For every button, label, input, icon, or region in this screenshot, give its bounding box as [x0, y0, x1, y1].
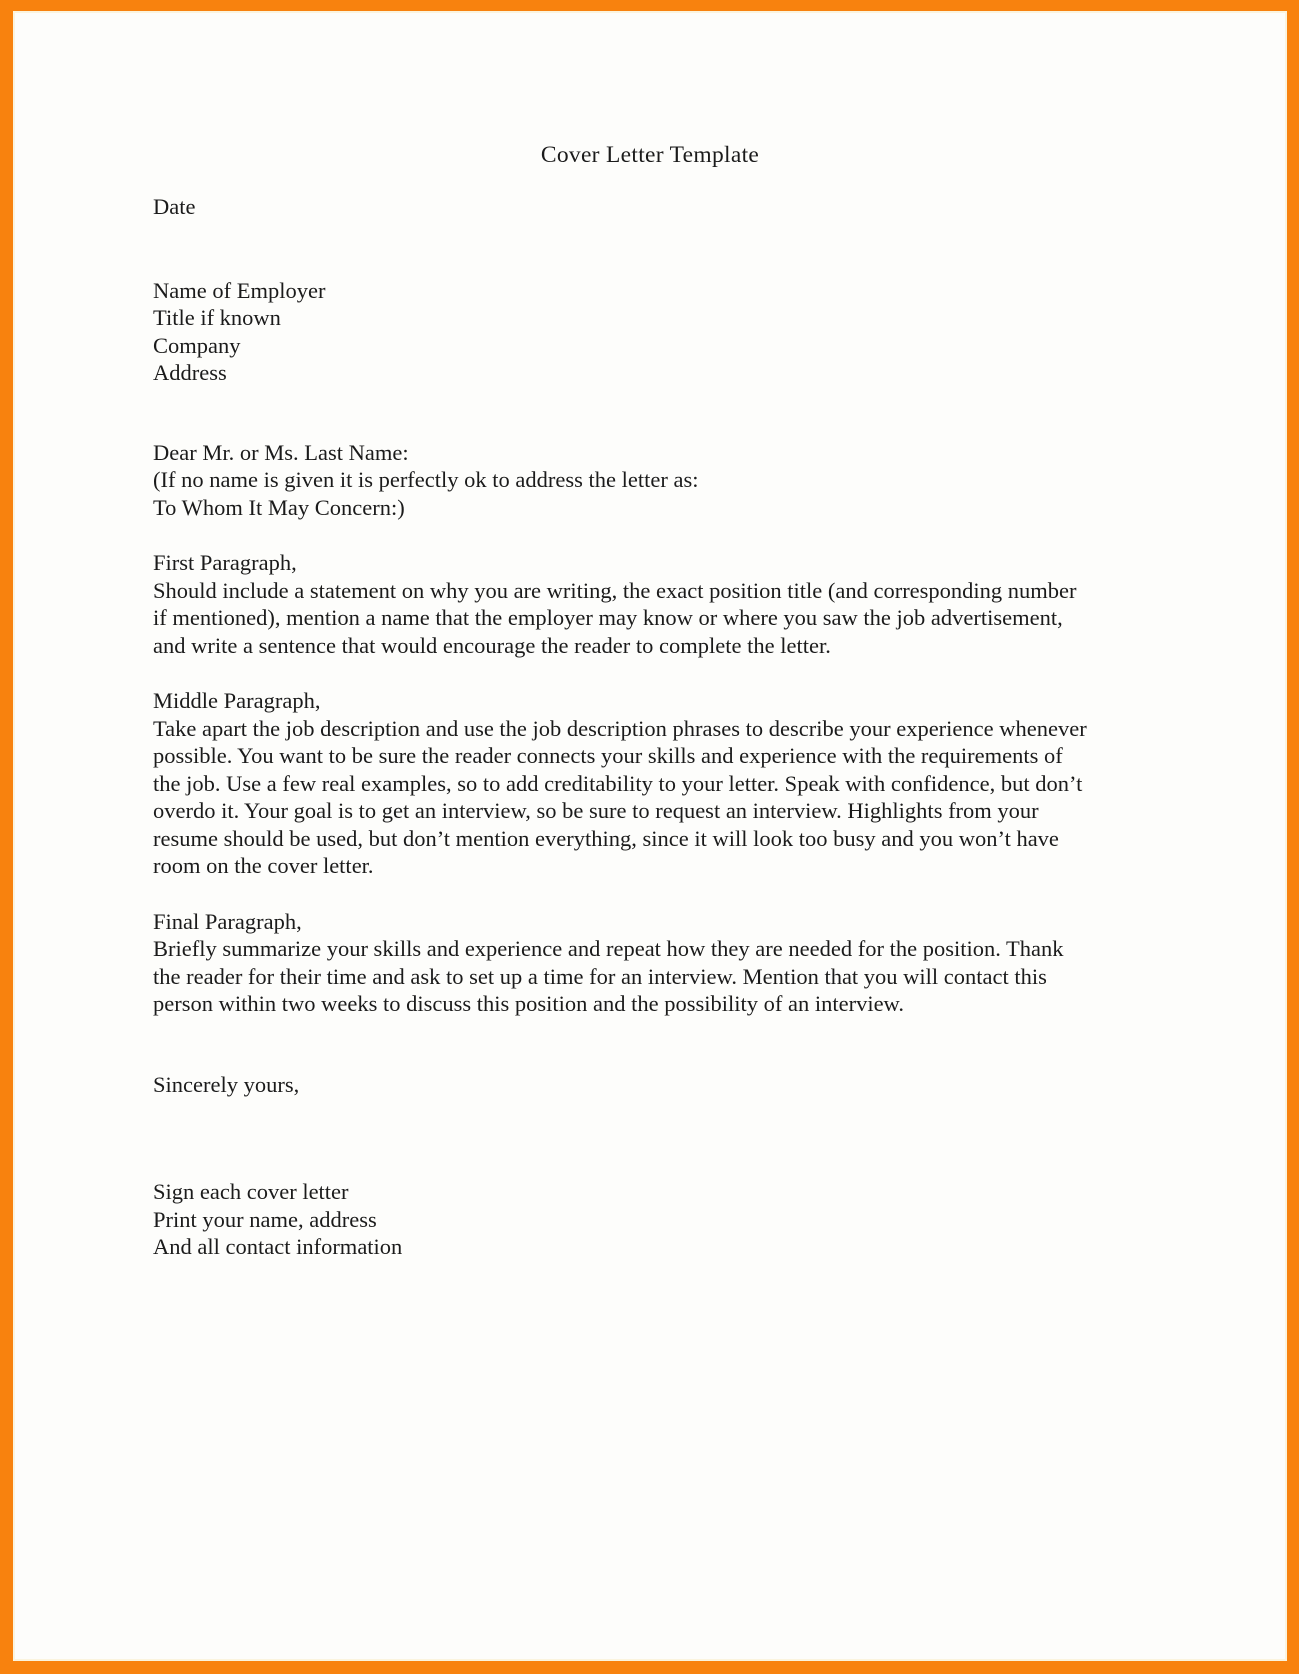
middle-paragraph-section: [153, 687, 1092, 880]
letter-page: [13, 11, 1287, 1661]
salutation-note-line: (If no name is given it is perfectly ok to address the letter as:: [153, 467, 699, 492]
signature-instructions-block: [153, 1178, 1092, 1261]
middle-paragraph-body: Take apart the job description and use the job description phrases to describe your experience whenever possible. You want to be sure the reader connects your skills and experience with the requirements of the job. Use a few real examples, so to add creditability to your letter. Speak with confidence, but don’t overdo it. Your goal is to get an interview, so be sure to request an interview. Highlights from your resume should be used, but don’t mention everything, since it will look too busy and you won’t have room on the cover letter.: [153, 715, 1087, 878]
final-paragraph-heading: Final Paragraph,: [153, 908, 302, 934]
recipient-address-line: Address: [153, 360, 227, 385]
salutation-concern-line: To Whom It May Concern:): [153, 494, 405, 520]
recipient-block: [153, 277, 1092, 387]
middle-paragraph-heading: Middle Paragraph,: [153, 688, 321, 713]
date-label: Date: [153, 194, 196, 219]
salutation-block: [153, 439, 1092, 522]
recipient-company-line: Company: [153, 332, 241, 358]
page-title: Cover Letter Template: [540, 142, 760, 168]
recipient-name-line: Name of Employer: [153, 277, 326, 303]
signature-print-line: Print your name, address: [153, 1206, 377, 1232]
recipient-title-line: Title if known: [153, 305, 281, 330]
closing-salutation: Sincerely yours,: [153, 1071, 300, 1097]
final-paragraph-body: Briefly summarize your skills and experience and repeat how they are needed for the position. Thank the reader for their time and ask to set up a time for an interview. Mention that you will contact this person within two weeks to discuss this position and the possibility of an interview.: [153, 936, 1064, 1016]
first-paragraph-heading: First Paragraph,: [153, 550, 297, 575]
final-paragraph-section: [153, 908, 1092, 1018]
first-paragraph-section: [153, 549, 1092, 659]
signature-contact-line: And all contact information: [153, 1234, 403, 1259]
salutation-line: Dear Mr. or Ms. Last Name:: [153, 439, 409, 465]
signature-sign-line: Sign each cover letter: [153, 1179, 349, 1204]
first-paragraph-body: Should include a statement on why you are writing, the exact position title (and corresponding number if mentioned), mention a name that the employer may know or where you saw the job advertisement, and write a sentence that would encourage the reader to complete the letter.: [153, 577, 1077, 658]
